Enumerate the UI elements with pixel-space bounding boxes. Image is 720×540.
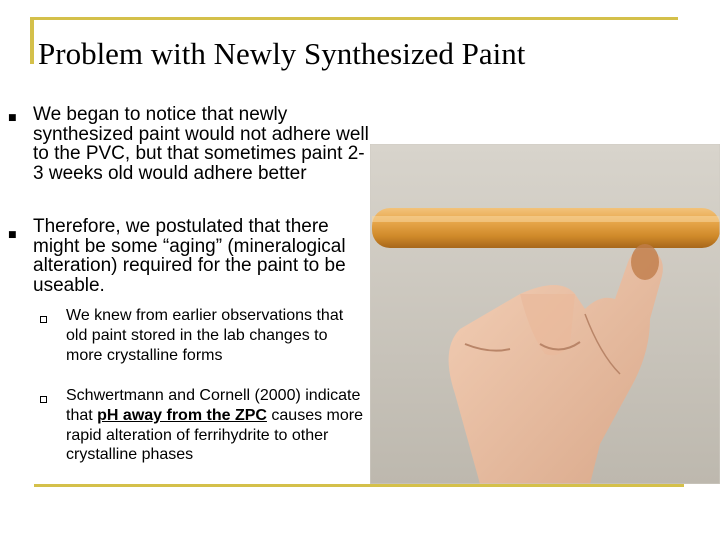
subbullet-2-pre: Schwertmann and Cornell (2000) indicate that	[66, 387, 361, 424]
subbullet-1: We knew from earlier observations that old paint stored in the lab changes to more crystalline forms	[66, 307, 344, 364]
photo-pvc-pipe-on-hand	[370, 144, 720, 484]
frame-left-line	[30, 17, 34, 64]
bullet-marker: ■	[8, 230, 17, 240]
photo-illustration	[370, 144, 720, 484]
frame-bottom-line	[34, 484, 684, 487]
subbullet-2	[66, 386, 366, 465]
slide-title: Problem with Newly Synthesized Paint	[38, 36, 526, 71]
subbullet-2-emphasis: pH away from the ZPC	[97, 406, 267, 424]
bullet-marker: ■	[8, 113, 17, 123]
frame-top-line	[30, 17, 678, 20]
bullet-2: Therefore, we postulated that there might be some “aging” (mineralogical alteration) required for the paint to be useable.	[33, 216, 346, 296]
subbullet-2-post: causes more rapid alteration of ferrihydrite to other crystalline phases	[66, 406, 363, 464]
subbullet-marker	[40, 316, 47, 323]
subbullet-marker	[40, 396, 47, 403]
bullet-1: We began to notice that newly synthesized paint would not adhere well to the PVC, but that sometimes paint 2-3 weeks old would adhere better	[33, 104, 369, 184]
